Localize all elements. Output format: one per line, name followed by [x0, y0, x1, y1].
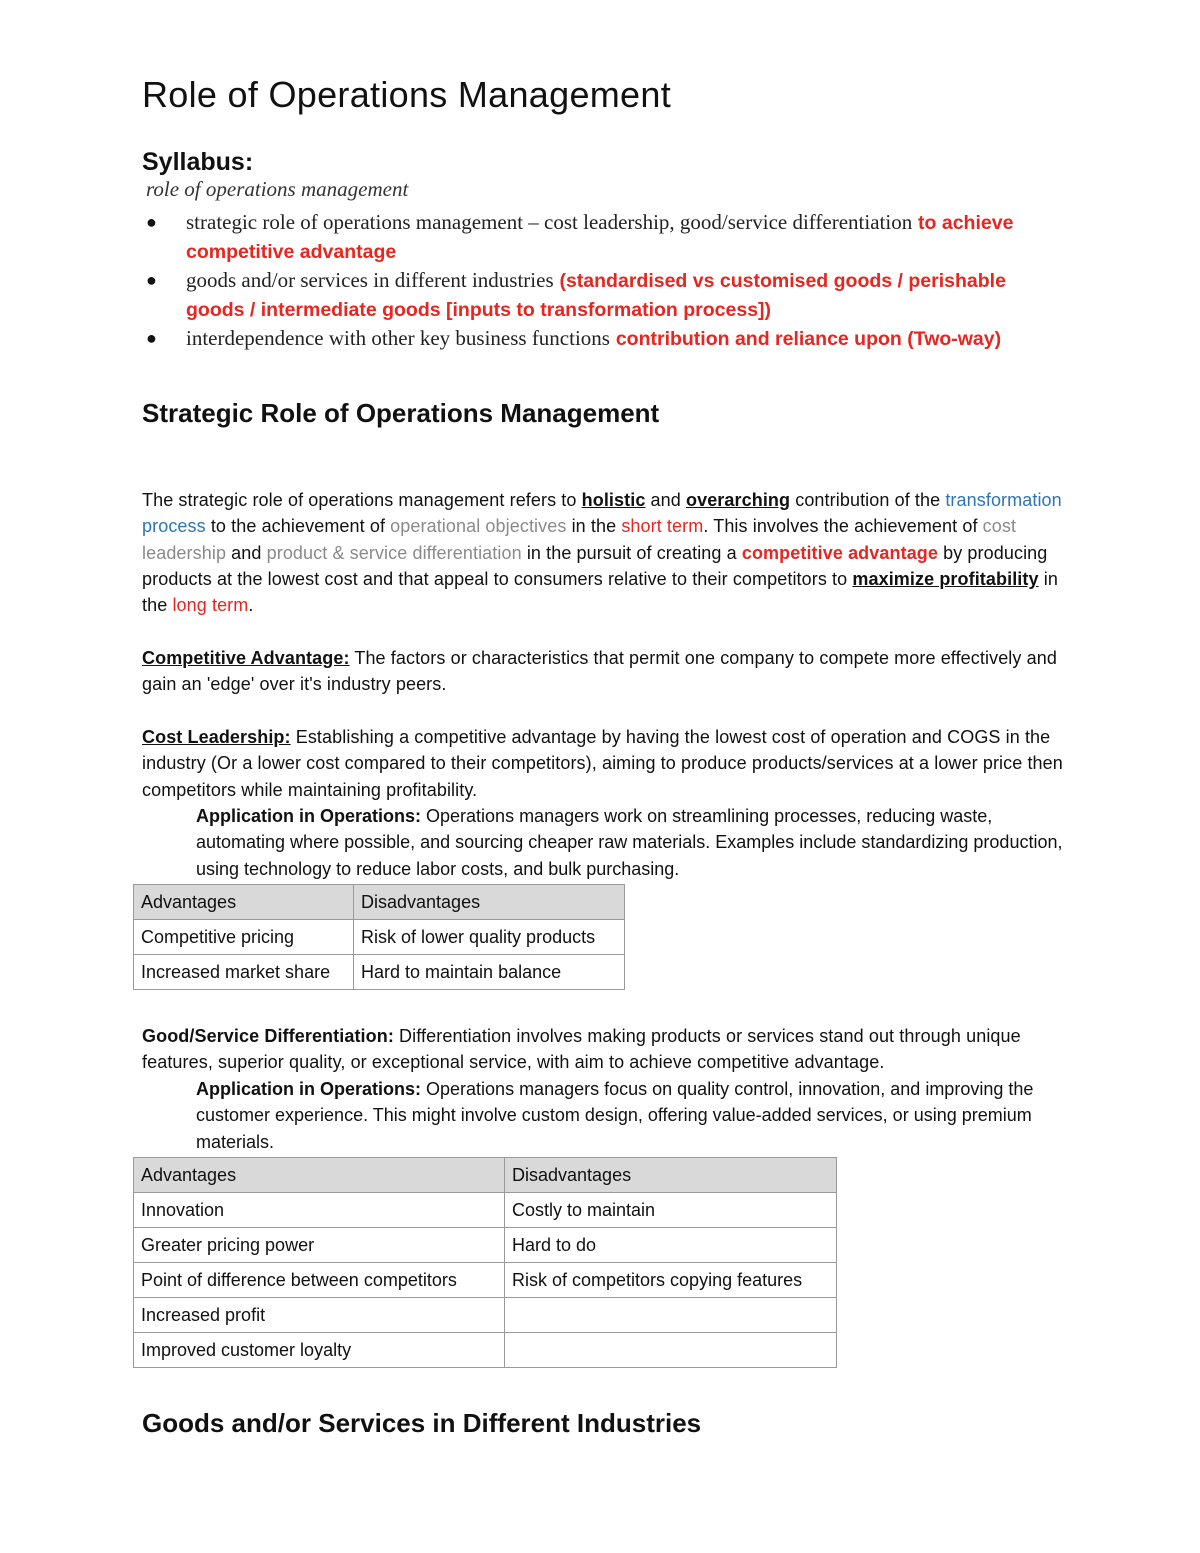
table-row	[134, 920, 625, 955]
table-row	[134, 1263, 837, 1298]
text-run: in the	[142, 568, 1058, 616]
text-run: by producing products at the lowest cost and that appeal to consumers relative to their competitors to	[142, 542, 1048, 589]
syllabus-item	[142, 208, 1022, 266]
syllabus-item-note: (standardised vs customised goods / perishable goods / intermediate goods [inputs to transformation process])	[186, 270, 1006, 321]
definition-term: Good/Service Differentiation:	[142, 1026, 394, 1046]
keyword-overarching: overarching	[685, 490, 791, 510]
table-header-cell: Advantages	[134, 1158, 505, 1193]
bullet-icon: ●	[146, 328, 157, 348]
syllabus-item-note: to achieve competitive advantage	[186, 212, 1014, 263]
application-text: Operations managers focus on quality control, innovation, and improving the customer experience. This might involve custom design, offering value-added services, or using premium materials.	[196, 1079, 1034, 1152]
text-run: contribution of the	[790, 490, 946, 510]
table-cell: Risk of lower quality products	[354, 920, 625, 955]
section-heading-strategic-role: Strategic Role of Operations Management	[142, 398, 660, 428]
table-row	[134, 1228, 837, 1263]
competitive-advantage-definition	[142, 645, 1082, 698]
definition-text: Establishing a competitive advantage by having the lowest cost of operation and COGS in the industry (Or a lower cost compared to their competitors), aiming to produce products/services at a lower price then competitors while maintaining profitability.	[142, 727, 1063, 800]
text-run: to the achievement of	[205, 516, 391, 537]
syllabus-item-note: contribution and reliance upon (Two-way)	[615, 328, 1002, 350]
table-cell: Hard to maintain balance	[354, 955, 625, 990]
text-run: in the	[566, 516, 622, 537]
table-cell: Point of difference between competitors	[134, 1263, 505, 1298]
bullet-icon: ●	[146, 270, 157, 290]
definition-text: Differentiation involves making products or services stand out through unique features, superior quality, or exceptional service, with aim to achieve competitive advantage.	[142, 1026, 1021, 1073]
syllabus-item-text: strategic role of operations management – cost leadership, good/service differentiation	[186, 210, 913, 234]
keyword-transformation-process: transformation process	[142, 490, 1062, 537]
table-cell	[505, 1298, 837, 1333]
syllabus-item	[142, 324, 1022, 354]
syllabus-item-text: goods and/or services in different industries	[186, 268, 554, 292]
application-label: Application in Operations:	[196, 1079, 422, 1099]
application-label: Application in Operations:	[196, 806, 422, 826]
table-cell: Competitive pricing	[134, 920, 354, 955]
keyword-product-service-differentiation: product & service differentiation	[266, 542, 522, 563]
text-run: and	[226, 542, 267, 563]
cost-leadership-definition	[142, 724, 1082, 803]
table-row	[134, 1298, 837, 1333]
text-run: in the pursuit of creating a	[521, 542, 742, 563]
keyword-competitive-advantage: competitive advantage	[741, 542, 939, 563]
table-cell: Hard to do	[505, 1228, 837, 1263]
table-header-cell: Advantages	[134, 885, 354, 920]
syllabus-subheading: role of operations management	[146, 177, 409, 201]
definition-term: Competitive Advantage:	[142, 648, 350, 668]
differentiation-table	[133, 1157, 837, 1368]
table-cell: Greater pricing power	[134, 1228, 505, 1263]
keyword-cost-leadership: cost leadership	[142, 516, 1017, 563]
text-run: . This involves the achievement of	[703, 516, 983, 537]
table-cell	[505, 1333, 837, 1368]
table-cell: Innovation	[134, 1193, 505, 1228]
table-header-row	[134, 1158, 837, 1193]
table-cell: Costly to maintain	[505, 1193, 837, 1228]
table-header-cell: Disadvantages	[354, 885, 625, 920]
table-header-cell: Disadvantages	[505, 1158, 837, 1193]
syllabus-item-text: interdependence with other key business functions	[186, 326, 610, 350]
cost-leadership-application	[196, 803, 1076, 882]
cost-leadership-table	[133, 884, 625, 990]
table-row	[134, 955, 625, 990]
syllabus-list	[142, 208, 1022, 354]
table-row	[134, 1193, 837, 1228]
text-run: and	[645, 490, 686, 510]
definition-text: The factors or characteristics that permit one company to compete more effectively and gain an 'edge' over it's industry peers.	[142, 648, 1057, 695]
keyword-maximize-profitability: maximize profitability	[852, 568, 1039, 589]
section-heading-goods-services: Goods and/or Services in Different Industries	[142, 1408, 702, 1438]
table-header-row	[134, 885, 625, 920]
syllabus-heading: Syllabus:	[142, 148, 254, 176]
bullet-icon: ●	[146, 212, 157, 232]
keyword-long-term: long term	[172, 595, 249, 616]
table-cell: Increased market share	[134, 955, 354, 990]
table-row	[134, 1333, 837, 1368]
strategic-role-paragraph	[142, 487, 1082, 618]
table-cell: Improved customer loyalty	[134, 1333, 505, 1368]
keyword-short-term: short term	[621, 516, 704, 537]
application-text: Operations managers work on streamlining processes, reducing waste, automating where possible, and sourcing cheaper raw materials. Examples include standardizing production, using technology to reduce labor costs, and bulk purchasing.	[196, 806, 1063, 879]
definition-term: Cost Leadership:	[142, 727, 291, 747]
keyword-operational-objectives: operational objectives	[390, 516, 567, 537]
syllabus-item	[142, 266, 1022, 324]
text-run: .	[248, 595, 254, 616]
table-cell: Increased profit	[134, 1298, 505, 1333]
differentiation-application	[196, 1076, 1076, 1155]
table-cell: Risk of competitors copying features	[505, 1263, 837, 1298]
keyword-holistic: holistic	[581, 490, 646, 510]
differentiation-definition	[142, 1023, 1082, 1076]
document-title: Role of Operations Management	[142, 74, 671, 115]
text-run: The strategic role of operations management refers to	[142, 490, 582, 510]
